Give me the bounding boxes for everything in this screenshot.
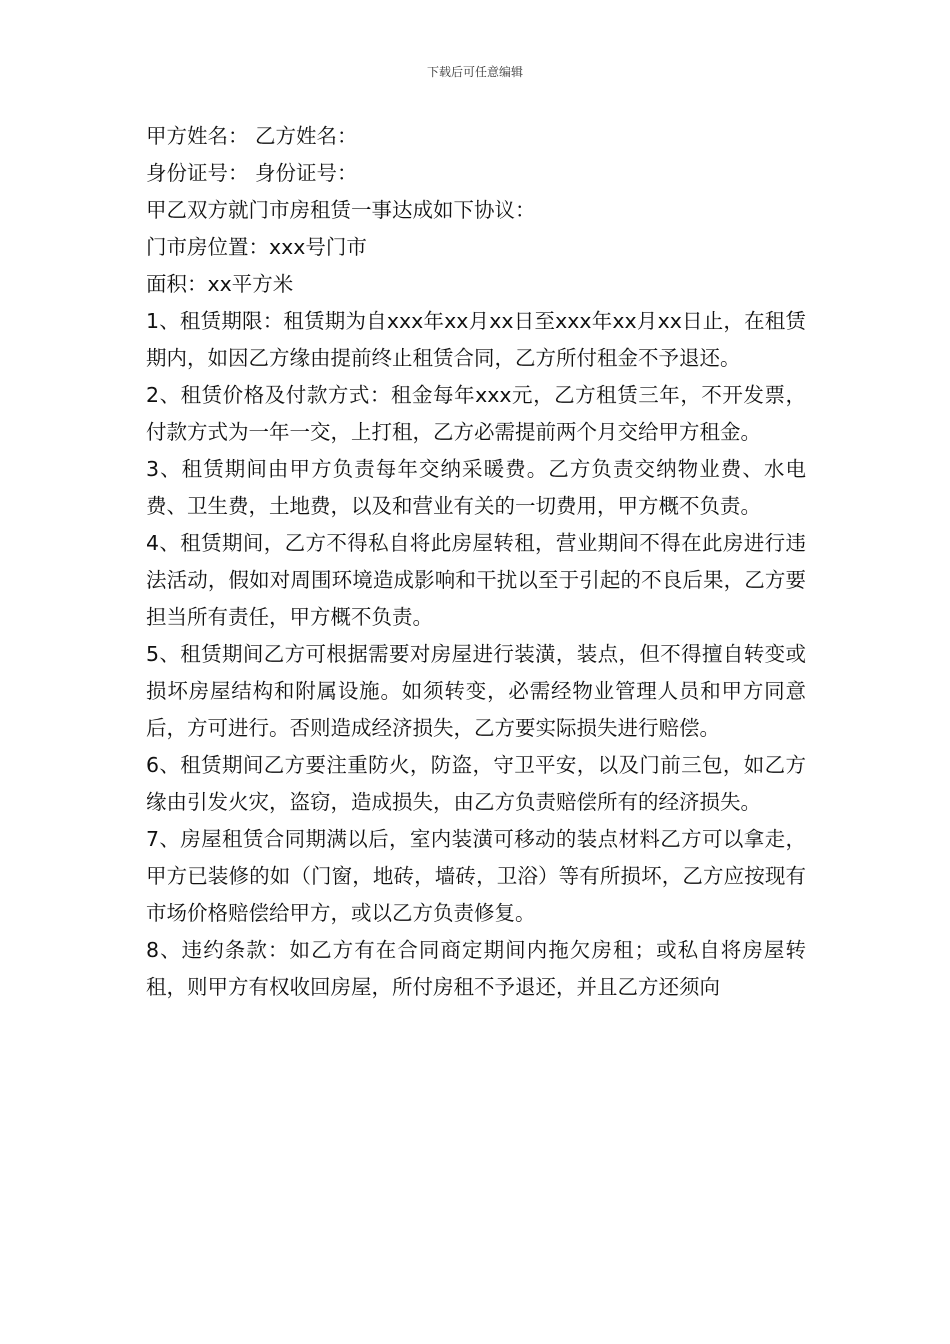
location-line: 门市房位置：xxx号门市	[146, 235, 367, 259]
clause-1: 1、租赁期限：租赁期为自xxx年xx月xx日至xxx年xx月xx日止，在租赁期内，如因乙方缘由提前终止租赁合同，乙方所付租金不予退还。	[146, 309, 806, 370]
id-numbers-line: 身份证号： 身份证号：	[146, 161, 358, 185]
clause-3: 3、租赁期间由甲方负责每年交纳采暖费。乙方负责交纳物业费、水电费、卫生费，土地费，以及和营业有关的一切费用，甲方概不负责。	[146, 457, 806, 518]
header-note: 下载后可任意编辑	[426, 65, 523, 79]
contract-body	[146, 118, 806, 1006]
clause-6: 6、租赁期间乙方要注重防火，防盗，守卫平安，以及门前三包，如乙方缘由引发火灾，盗窃，造成损失，由乙方负责赔偿所有的经济损失。	[146, 753, 806, 814]
party-names-line: 甲方姓名： 乙方姓名：	[146, 124, 358, 148]
clause-4: 4、租赁期间，乙方不得私自将此房屋转租，营业期间不得在此房进行违法活动，假如对周围环境造成影响和干扰以至于引起的不良后果，乙方要担当所有责任，甲方概不负责。	[146, 531, 806, 629]
area-line: 面积：xx平方米	[146, 272, 294, 296]
clause-7: 7、房屋租赁合同期满以后，室内装潢可移动的装点材料乙方可以拿走，甲方已装修的如（门窗，地砖，墙砖，卫浴）等有所损坏，乙方应按现有市场价格赔偿给甲方，或以乙方负责修复。	[146, 827, 806, 925]
clause-2: 2、租赁价格及付款方式：租金每年xxx元，乙方租赁三年，不开发票，付款方式为一年一交，上打租，乙方必需提前两个月交给甲方租金。	[146, 383, 806, 444]
clause-5: 5、租赁期间乙方可根据需要对房屋进行装潢，装点，但不得擅自转变或损坏房屋结构和附属设施。如须转变，必需经物业管理人员和甲方同意后，方可进行。否则造成经济损失，乙方要实际损失进行赔偿。	[146, 642, 806, 740]
agreement-intro-line: 甲乙双方就门市房租赁一事达成如下协议：	[146, 198, 536, 222]
clause-8: 8、违约条款：如乙方有在合同商定期间内拖欠房租；或私自将房屋转租，则甲方有权收回房屋，所付房租不予退还，并且乙方还须向	[146, 938, 806, 999]
